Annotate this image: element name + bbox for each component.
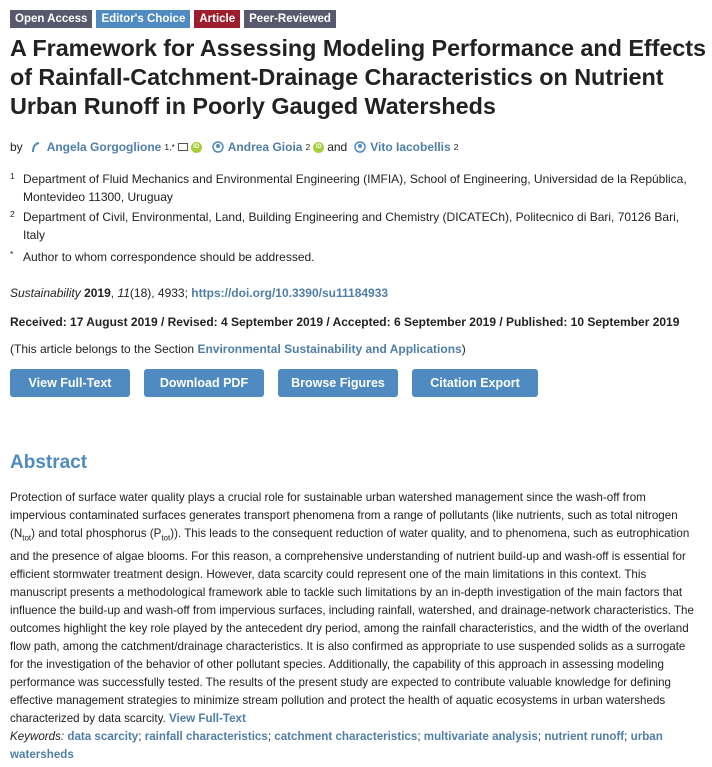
affiliation-text: Department of Civil, Environmental, Land, Building Engineering and Chemistry (DICATECh), Politecnico di Bari, 70126 Bari, Italy: [23, 210, 680, 242]
author-affil-sup: 2: [305, 142, 311, 152]
keywords-label: Keywords:: [10, 730, 65, 743]
author-affil-sup: 2: [453, 142, 459, 152]
affiliation-number: 1: [10, 171, 15, 181]
browse-figures-button[interactable]: Browse Figures: [278, 369, 398, 397]
citation-export-button[interactable]: Citation Export: [412, 369, 538, 397]
citation-volume: 11: [117, 286, 130, 300]
section-prefix: (This article belongs to the Section: [10, 342, 195, 356]
abstract-subscript: tot: [161, 533, 171, 543]
author-link-iacobellis[interactable]: Vito Iacobellis: [370, 140, 451, 154]
abstract-part: Protection of surface water quality plays a crucial role for sustainable urban watershed management since the wash-off from impervious contaminated surfaces generates transport phenomena from a range of pollutants (like nutrients, such as total nitrogen (N: [10, 491, 678, 541]
abstract-view-full-text-link[interactable]: View Full-Text: [168, 712, 246, 726]
affiliation-2: [10, 208, 690, 244]
section-note: [10, 342, 466, 356]
keyword-link[interactable]: nutrient runoff: [544, 730, 625, 743]
peer-reviewed-badge[interactable]: Peer-Reviewed: [244, 10, 336, 28]
keyword-link[interactable]: urban watersheds: [10, 730, 663, 761]
keyword-link[interactable]: catchment characteristics: [274, 730, 418, 743]
abstract-part: )). This leads to the consequent reduction of water quality, and to phenomena, such as eutrophication and the presence of algae blooms. For this reason, a comprehensive understanding of nutrient build-up and wash-off is essential for efficient stormwater treatment design. However, data scarcity could represent one of the main limitations in this context. This manuscript presents a methodological framework able to tackle such limitations by an in-depth investigation of the main factors that influence the build-up and wash-off from impervious surfaces, including rainfall, watershed, and drainage-network characteristics. The outcomes highlight the key role played by the antecedent dry period, among the rainfall characteristics, and the width of the overland flow path, among the catchment/drainage characteristics. It is also confirmed as appropriate to use suspended solids as a surrogate for the investigation of the behavior of other pollutant species. Additionally, the capability of this approach in assessing modeling performance was successfully tested. The results of the present study are expected to contribute valuable knowledge for defining effective management strategies to minimize stream pollution and protect the health of aquatic ecosystems in urban watersheds characterized by data scarcity.: [10, 527, 694, 726]
article-type-badge: Article: [194, 10, 240, 28]
keyword-link[interactable]: data scarcity: [67, 730, 139, 743]
citation-issue-pages: (18), 4933;: [129, 286, 188, 300]
affiliation-correspondence: [10, 248, 690, 266]
affiliation-text: Author to whom correspondence should be addressed.: [23, 250, 315, 264]
affiliation-number: 2: [10, 209, 15, 219]
citation-line: Sustainability 2019, 11(18), 4933; https://doi.org/10.3390/su11184933: [10, 286, 389, 300]
open-access-badge[interactable]: Open Access: [10, 10, 92, 28]
citation-year: 2019: [84, 286, 111, 300]
keyword-link[interactable]: rainfall characteristics: [144, 730, 268, 743]
email-icon[interactable]: [178, 143, 188, 151]
keywords-line: Keywords: data scarcity; rainfall characteristics; catchment characteristics; multivariate analysis; nutrient runoff; urban watersheds: [10, 730, 663, 761]
author-link-gioia[interactable]: Andrea Gioia: [227, 140, 303, 154]
orcid-icon[interactable]: iD: [191, 142, 202, 153]
and-label: and: [327, 140, 348, 154]
section-link[interactable]: Environmental Sustainability and Applications: [197, 342, 462, 356]
affiliation-text: Department of Fluid Mechanics and Environmental Engineering (IMFIA), School of Engineering, Universidad de la República, Montevideo 11300, Uruguay: [23, 172, 687, 204]
author-affil-sup: 1,*: [164, 142, 175, 152]
article-title: A Framework for Assessing Modeling Performance and Effects of Rainfall-Catchment-Drainage Characteristics on Nutrient Urban Runoff in Poorly Gauged Watersheds: [10, 35, 706, 119]
abstract-heading: Abstract: [10, 452, 88, 473]
orcid-icon[interactable]: iD: [313, 142, 324, 153]
abstract-subscript: tot: [22, 533, 32, 543]
editors-choice-badge[interactable]: Editor's Choice: [96, 10, 190, 28]
keyword-link[interactable]: multivariate analysis: [423, 730, 538, 743]
author-avatar-icon: [212, 141, 224, 153]
author-avatar-icon: [31, 141, 43, 153]
section-suffix: ): [461, 342, 466, 356]
journal-name: Sustainability: [10, 286, 81, 300]
download-pdf-button[interactable]: Download PDF: [144, 369, 264, 397]
action-buttons: [10, 369, 538, 397]
badge-row: [10, 10, 336, 28]
publication-dates: Received: 17 August 2019 / Revised: 4 September 2019 / Accepted: 6 September 2019 / Published: 10 September 2019: [10, 315, 680, 329]
doi-link[interactable]: https://doi.org/10.3390/su11184933: [191, 286, 389, 300]
abstract-part: ) and total phosphorus (P: [31, 527, 162, 541]
author-list: [10, 140, 458, 154]
author-avatar-icon: [354, 141, 366, 153]
affiliation-number: *: [10, 249, 14, 259]
by-label: by: [10, 140, 23, 154]
view-full-text-button[interactable]: View Full-Text: [10, 369, 130, 397]
abstract-text: [10, 489, 702, 729]
affiliation-1: [10, 170, 690, 206]
author-link-gorgoglione[interactable]: Angela Gorgoglione: [46, 140, 162, 154]
